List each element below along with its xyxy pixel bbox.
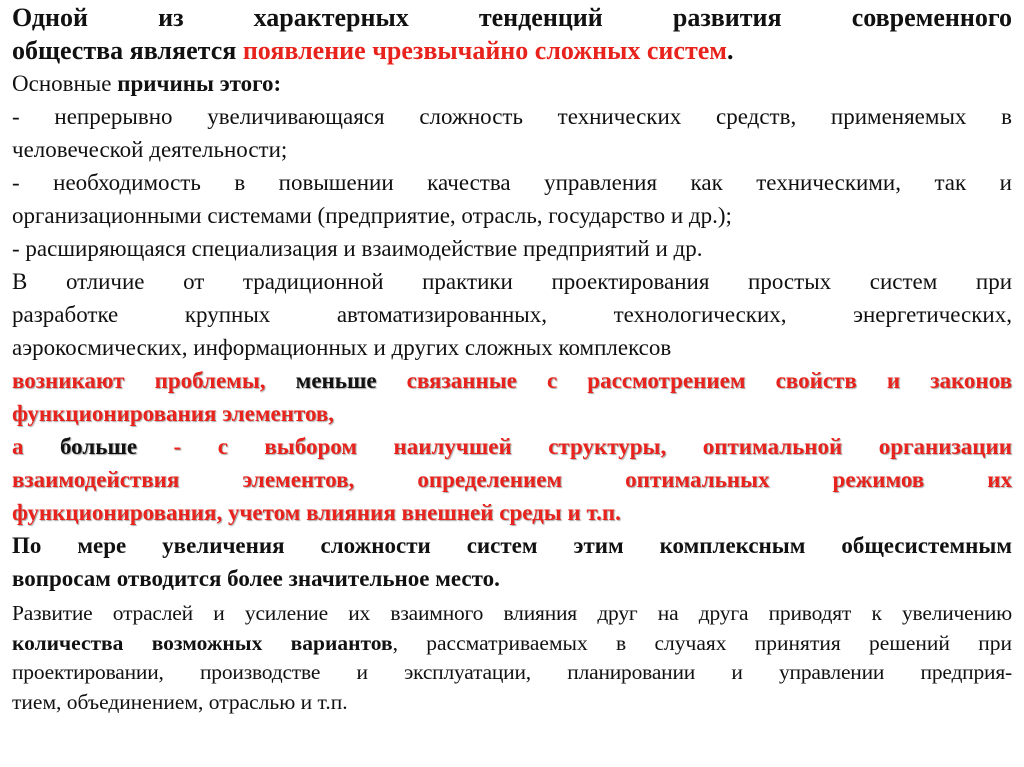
reasons-intro-text: Основные — [12, 71, 118, 96]
problems-arise: возникают проблемы, — [12, 368, 266, 393]
contrast-line-3: аэрокосмических, информационных и других сложных комплексов — [12, 335, 672, 360]
problems-line-4: взаимодействия элементов, определением оптимальных режимов их — [12, 467, 1012, 492]
reasons-intro — [12, 67, 1012, 100]
tail-variants-bold: количества возможных вариантов — [12, 630, 393, 655]
problems-less-detail: связанные с рассмотрением свойств и законов — [376, 368, 1012, 393]
tail-line-2 — [12, 629, 1012, 659]
problems-line-2: функционирования элементов, — [12, 401, 335, 426]
reason-item-2-line-2: организационными системами (предприятие, отрасль, государство и др.); — [12, 203, 732, 228]
conclusion-paragraph — [12, 529, 1012, 595]
reason-item-2-line-1: - необходимость в повышении качества управления как техническими, так и — [12, 170, 1012, 195]
problems-line-1 — [12, 364, 1012, 397]
problems-paragraph — [12, 364, 1012, 529]
reason-item-3-line-1: - расширяющаяся специализация и взаимодействие предприятий и др. — [12, 236, 703, 261]
contrast-paragraph — [12, 265, 1012, 364]
problems-less: меньше — [265, 368, 377, 393]
problems-more: больше — [59, 434, 138, 459]
tail-line-3: проектировании, производстве и эксплуатации, планировании и управлении предприя- — [12, 660, 1012, 684]
slide-heading — [12, 0, 1012, 67]
reason-item-1-line-1: - непрерывно увеличивающаяся сложность технических средств, применяемых в — [12, 104, 1012, 129]
tail-line-4: тием, объединением, отраслью и т.п. — [12, 689, 348, 714]
problems-and: а — [12, 434, 60, 459]
conclusion-line-2: вопросам отводится более значительное место. — [12, 566, 500, 591]
problems-line-5: функционирования, учетом влияния внешней среды и т.п. — [12, 500, 621, 525]
problems-more-detail: - с выбором наилучшей структуры, оптимальной организации — [137, 434, 1013, 459]
reason-item-1-line-2: человеческой деятельности; — [12, 137, 288, 162]
slide-content — [12, 0, 1012, 717]
contrast-line-2: разработке крупных автоматизированных, технологических, энергетических, — [12, 302, 1012, 327]
tail-variants-rest: , рассматриваемых в случаях принятия решений при — [392, 630, 1012, 655]
heading-line-2 — [12, 34, 1012, 67]
tail-paragraph — [12, 599, 1012, 717]
problems-line-3 — [12, 430, 1012, 463]
reasons-block — [12, 67, 1012, 265]
tail-line-1: Развитие отраслей и усиление их взаимного влияния друг на друга приводят к увеличению — [12, 601, 1012, 625]
heading-highlight: появление чрезвычайно сложных систем — [242, 36, 727, 65]
heading-text: общества является — [12, 36, 243, 65]
conclusion-line-1: По мере увеличения сложности систем этим комплексным общесистемным — [12, 533, 1012, 558]
contrast-line-1: В отличие от традиционной практики проектирования простых систем при — [12, 269, 1012, 294]
reasons-intro-bold: причины этого: — [117, 71, 282, 96]
heading-line-1: Одной из характерных тенденций развития современного — [12, 3, 1012, 32]
heading-period: . — [726, 36, 734, 65]
